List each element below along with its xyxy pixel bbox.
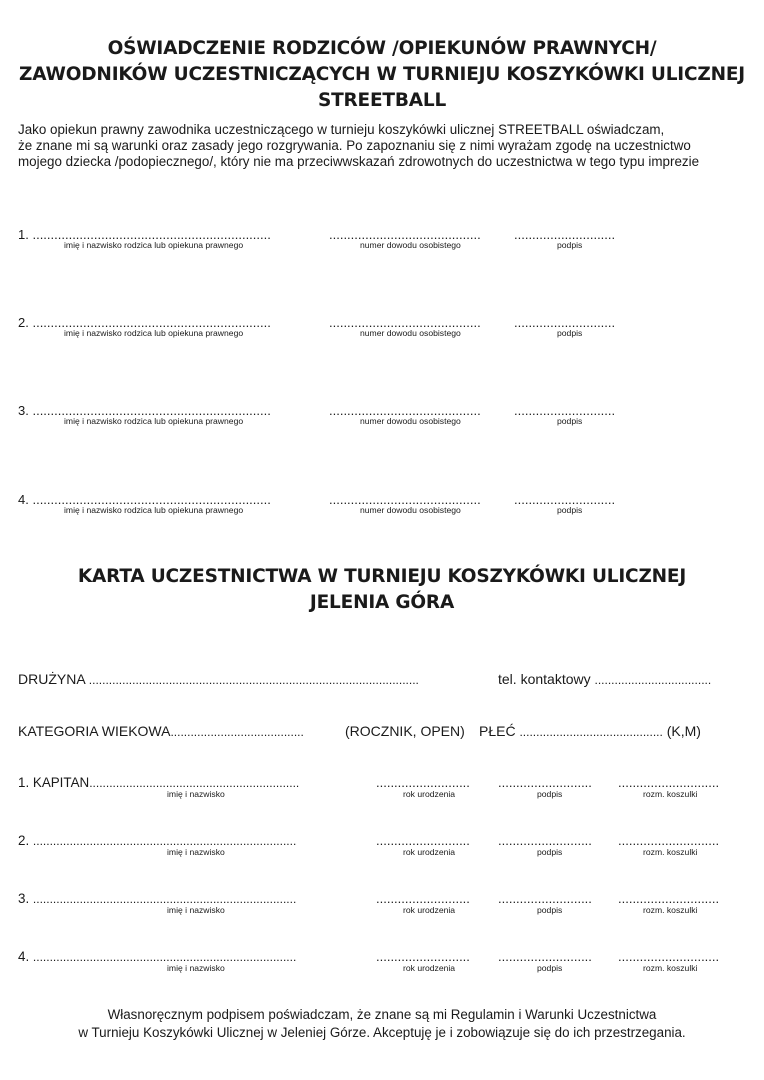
parent-name-field[interactable]: ..................................................................: [32, 492, 271, 507]
declaration-title: [0, 36, 764, 114]
birth-year-field[interactable]: ..........................: [376, 891, 470, 906]
intro-line: Jako opiekun prawny zawodnika uczestniczącego w turnieju koszykówki ulicznej STREETBALL oświadczam,: [18, 122, 665, 137]
shirt-size-field[interactable]: ............................: [618, 775, 720, 790]
row-number: 3.: [18, 403, 29, 418]
name-caption: imię i nazwisko rodzica lub opiekuna prawnego: [64, 240, 244, 250]
parent-name-field[interactable]: ..................................................................: [32, 315, 271, 330]
player-name-field[interactable]: ...............................................................................: [32, 892, 297, 906]
shirt-size-caption: rozm. koszulki: [643, 963, 698, 973]
category-label: KATEGORIA WIEKOWA: [18, 723, 171, 739]
name-caption: imię i nazwisko rodzica lub opiekuna prawnego: [64, 328, 244, 338]
player-signature-field[interactable]: ..........................: [498, 891, 592, 906]
category-field[interactable]: ........................................: [170, 725, 304, 739]
signature-caption: podpis: [557, 416, 583, 426]
signature-caption: podpis: [557, 240, 583, 250]
player-signature-field[interactable]: ..........................: [498, 949, 592, 964]
signature-field[interactable]: ............................: [514, 403, 616, 418]
phone-line: [498, 671, 711, 687]
category-line: [18, 723, 304, 739]
shirt-size-field[interactable]: ............................: [618, 833, 720, 848]
declaration-title-line: OŚWIADCZENIE RODZICÓW /OPIEKUNÓW PRAWNYCH/: [107, 38, 657, 59]
player-name-caption: imię i nazwisko: [167, 847, 225, 857]
team-name-field[interactable]: ...................................................................................................: [88, 673, 419, 687]
shirt-size-caption: rozm. koszulki: [643, 847, 698, 857]
card-title: [0, 564, 764, 616]
gender-line: [479, 723, 701, 739]
gender-field[interactable]: ...........................................: [519, 725, 663, 739]
birth-year-caption: rok urodzenia: [403, 789, 456, 799]
row-number: 4.: [18, 492, 29, 507]
player-name-caption: imię i nazwisko: [167, 789, 225, 799]
intro-line: mojego dziecka /podopiecznego/, który nie ma przeciwwskazań zdrowotnych do uczestnictwa w tego typu imprezie: [18, 154, 700, 169]
phone-field[interactable]: ...................................: [594, 673, 712, 687]
intro-line: że znane mi są warunki oraz zasady jego rozgrywania. Po zapoznaniu się z nimi wyrażam zgodę na uczestnictwo: [18, 138, 691, 153]
name-caption: imię i nazwisko rodzica lub opiekuna prawnego: [64, 505, 244, 515]
shirt-size-field[interactable]: ............................: [618, 949, 720, 964]
name-caption: imię i nazwisko rodzica lub opiekuna prawnego: [64, 416, 244, 426]
parent-name-field[interactable]: ..................................................................: [32, 227, 271, 242]
player-signature-field[interactable]: ..........................: [498, 775, 592, 790]
shirt-size-field[interactable]: ............................: [618, 891, 720, 906]
id-number-field[interactable]: ..........................................: [329, 227, 481, 242]
gender-label: PŁEĆ: [479, 723, 516, 739]
id-number-field[interactable]: ..........................................: [329, 403, 481, 418]
phone-label: tel. kontaktowy: [498, 671, 591, 687]
team-line: [18, 671, 419, 687]
signature-caption: podpis: [557, 505, 583, 515]
team-label: DRUŻYNA: [18, 671, 85, 687]
id-number-field[interactable]: ..........................................: [329, 492, 481, 507]
player-name-caption: imię i nazwisko: [167, 905, 225, 915]
row-number: 1.: [18, 227, 29, 242]
signature-caption: podpis: [537, 847, 563, 857]
shirt-size-caption: rozm. koszulki: [643, 789, 698, 799]
player-number: 3.: [18, 891, 30, 906]
shirt-size-caption: rozm. koszulki: [643, 905, 698, 915]
signature-field[interactable]: ............................: [514, 315, 616, 330]
footer-statement: [0, 1006, 764, 1042]
card-title-line: JELENIA GÓRA: [309, 592, 455, 613]
gender-hint: (K,M): [666, 723, 701, 739]
declaration-intro: [18, 122, 748, 170]
birth-year-field[interactable]: ..........................: [376, 775, 470, 790]
player-name-caption: imię i nazwisko: [167, 963, 225, 973]
id-caption: numer dowodu osobistego: [360, 416, 461, 426]
signature-caption: podpis: [537, 789, 563, 799]
id-caption: numer dowodu osobistego: [360, 240, 461, 250]
signature-caption: podpis: [537, 963, 563, 973]
player-number: 4.: [18, 949, 30, 964]
birth-year-caption: rok urodzenia: [403, 847, 456, 857]
id-caption: numer dowodu osobistego: [360, 328, 461, 338]
player-number: 2.: [18, 833, 30, 848]
signature-caption: podpis: [557, 328, 583, 338]
player-name-field[interactable]: ...............................................................................: [32, 950, 297, 964]
signature-field[interactable]: ............................: [514, 227, 616, 242]
category-hint: (ROCZNIK, OPEN): [345, 723, 465, 739]
player-number: 1. KAPITAN: [18, 775, 90, 790]
id-number-field[interactable]: ..........................................: [329, 315, 481, 330]
declaration-title-line: STREETBALL: [317, 90, 447, 111]
footer-line: w Turnieju Koszykówki Ulicznej w Jeleniej Górze. Akceptuję je i zobowiązuje się do ich przestrzegania.: [78, 1025, 686, 1040]
birth-year-caption: rok urodzenia: [403, 963, 456, 973]
declaration-title-line: ZAWODNIKÓW UCZESTNICZĄCYCH W TURNIEJU KOSZYKÓWKI ULICZNEJ: [19, 64, 745, 85]
birth-year-field[interactable]: ..........................: [376, 833, 470, 848]
card-title-line: KARTA UCZESTNICTWA W TURNIEJU KOSZYKÓWKI ULICZNEJ: [77, 566, 687, 587]
signature-caption: podpis: [537, 905, 563, 915]
id-caption: numer dowodu osobistego: [360, 505, 461, 515]
player-name-field[interactable]: ...............................................................: [89, 776, 300, 790]
parent-name-field[interactable]: ..................................................................: [32, 403, 271, 418]
row-number: 2.: [18, 315, 29, 330]
footer-line: Własnoręcznym podpisem poświadczam, że znane są mi Regulamin i Warunki Uczestnictwa: [107, 1007, 657, 1022]
birth-year-field[interactable]: ..........................: [376, 949, 470, 964]
player-name-field[interactable]: ...............................................................................: [32, 834, 297, 848]
player-signature-field[interactable]: ..........................: [498, 833, 592, 848]
birth-year-caption: rok urodzenia: [403, 905, 456, 915]
signature-field[interactable]: ............................: [514, 492, 616, 507]
